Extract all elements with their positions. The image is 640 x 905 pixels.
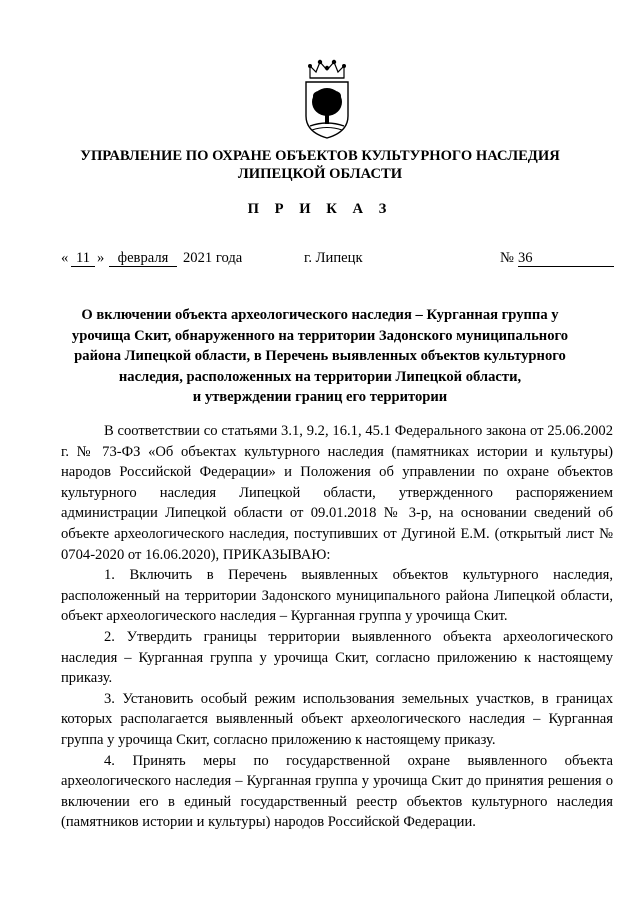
preamble-paragraph: В соответствии со статьями 3.1, 9.2, 16.1, 45.1 Федерального закона от 25.06.2002 г. № 73-ФЗ «Об объектах культурного наследия (памятниках истории и культуры) народов Российской Федерации» и Положения об управлении по охране объектов культурного наследия Липецкой области, утвержденного распоряжением администрации Липецкой области от 09.01.2018 № 3-р, на основании сведений об объекте археологического наследия, поступивших от Дугиной Е.М. (открытый лист № 0704-2020 от 16.06.2020), ПРИКАЗЫВАЮ: xyxy=(61,423,613,563)
subject-line: наследия, расположенных на территории Липецкой области, xyxy=(118,368,522,385)
date-quote-open: « xyxy=(61,250,69,266)
date-day-value: 11 xyxy=(71,250,95,267)
date-quote-close: » xyxy=(97,250,105,266)
subject-line: урочища Скит, обнаруженного на территории Задонского муниципального xyxy=(71,327,569,344)
order-item-1: 1. Включить в Перечень выявленных объектов культурного наследия, расположенный на территории Задонского муниципального района Липецкой области, объект археологического наследия – Курганная группа у урочища Скит. xyxy=(61,567,613,625)
order-subject-heading xyxy=(40,305,600,408)
crown-icon xyxy=(309,60,346,78)
document-type-title: П Р И К А З xyxy=(247,201,393,217)
document-number xyxy=(518,250,614,267)
agency-name xyxy=(0,147,640,183)
date-year: 2021 года xyxy=(183,250,243,266)
document-number-sign: № xyxy=(500,250,514,266)
document-city: г. Липецк xyxy=(304,250,363,266)
agency-name-line2: ЛИПЕЦКОЙ ОБЛАСТИ xyxy=(237,166,403,182)
subject-line: О включении объекта археологического наследия – Курганная группа у xyxy=(81,307,559,323)
date-month xyxy=(109,250,177,267)
order-body xyxy=(61,421,613,833)
date-day xyxy=(71,250,95,267)
order-item-4: 4. Принять меры по государственной охране выявленного объекта археологического наследия – Курганная группа у урочища Скит до принятия решения о включении его в единый государственный реестр объектов культурного наследия (памятников истории и культуры) народов Российской Федерации. xyxy=(61,752,613,831)
coat-of-arms-emblem xyxy=(298,58,356,140)
document-number-value: 36 xyxy=(518,250,614,267)
document-dateline xyxy=(0,250,640,272)
subject-line: района Липецкой области, в Перечень выявленных объектов культурного xyxy=(74,348,566,364)
order-item-3: 3. Установить особый режим использования земельных участков, в границах которых располагается выявленный объект археологического наследия – Курганная группа у урочища Скит, согласно приложению к настоящему приказу. xyxy=(61,690,613,748)
order-item-2: 2. Утвердить границы территории выявленного объекта археологического наследия – Курганная группа у урочища Скит, согласно приложению к настоящему приказу. xyxy=(61,628,613,687)
subject-line: и утверждении границ его территории xyxy=(192,389,448,405)
agency-name-line1: УПРАВЛЕНИЕ ПО ОХРАНЕ ОБЪЕКТОВ КУЛЬТУРНОГО НАСЛЕДИЯ xyxy=(80,148,560,164)
date-month-value: февраля xyxy=(109,250,177,267)
